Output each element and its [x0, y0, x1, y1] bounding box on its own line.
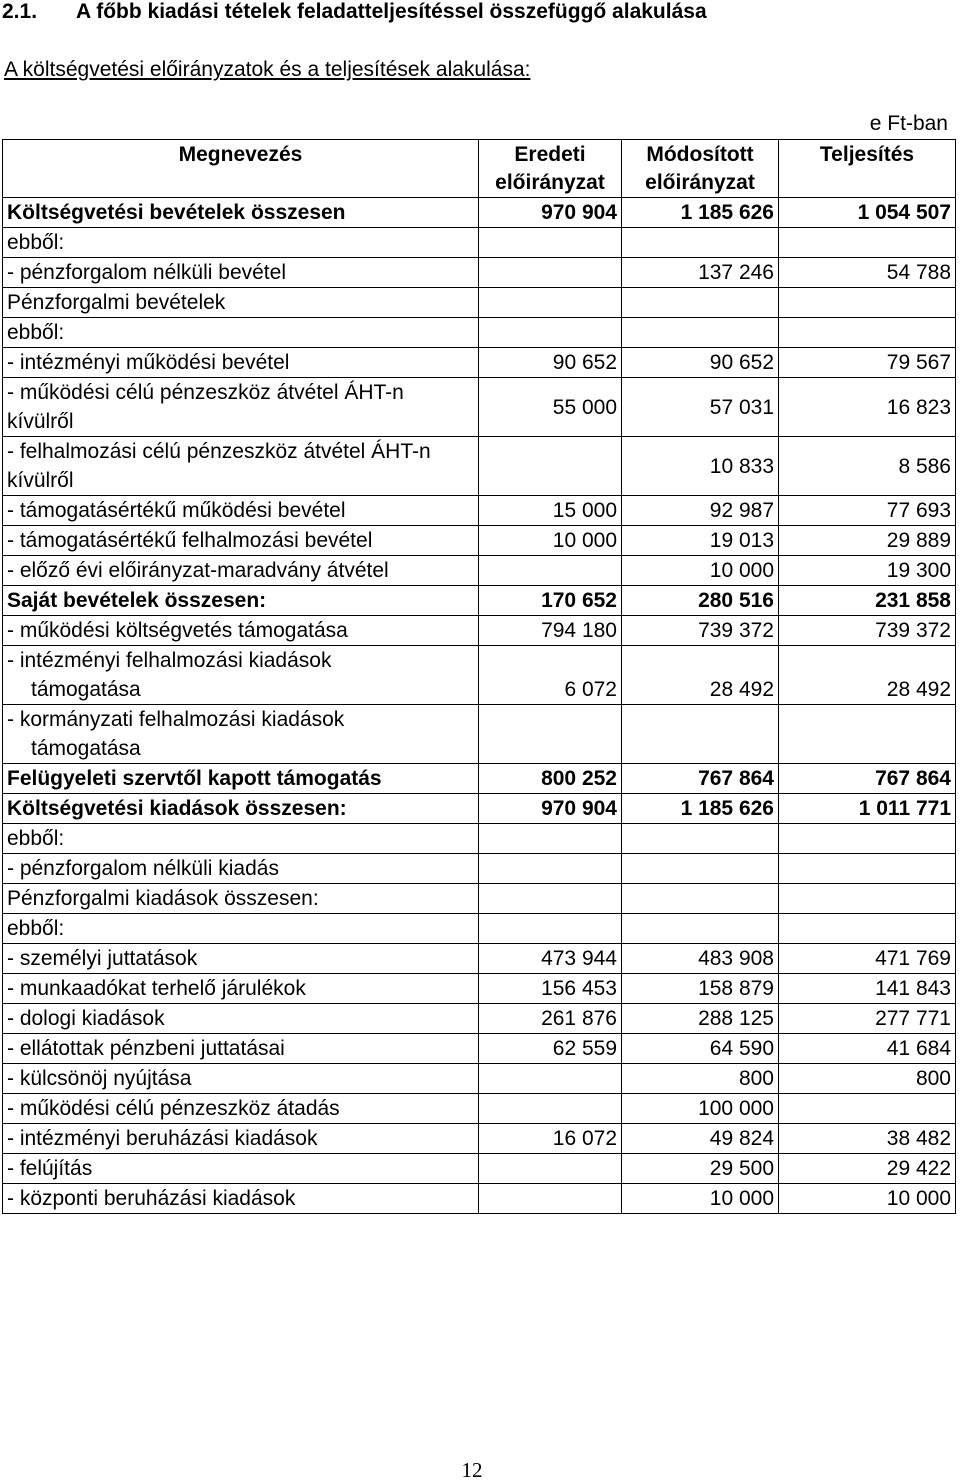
- cell-actual: 739 372: [779, 616, 956, 646]
- cell-actual: 54 788: [779, 258, 956, 288]
- row-label-text: Pénzforgalmi kiadások összesen:: [7, 887, 319, 910]
- row-label-text: Pénzforgalmi bevételek: [7, 291, 226, 314]
- cell-modified: 19 013: [622, 526, 779, 556]
- cell-modified: [622, 884, 779, 914]
- row-label: [3, 794, 479, 824]
- row-label-text: - felújítás: [7, 1157, 93, 1180]
- cell-modified: 800: [622, 1064, 779, 1094]
- cell-actual: 1 054 507: [779, 198, 956, 228]
- table-row: [3, 974, 956, 1004]
- cell-actual: [779, 705, 956, 764]
- cell-modified: 10 000: [622, 556, 779, 586]
- budget-table: [2, 139, 956, 1214]
- cell-modified: 288 125: [622, 1004, 779, 1034]
- cell-actual: 767 864: [779, 764, 956, 794]
- row-label-text: - támogatásértékű felhalmozási bevétel: [7, 529, 373, 552]
- cell-original: [479, 824, 622, 854]
- cell-modified: [622, 705, 779, 764]
- table-row: [3, 556, 956, 586]
- cell-modified: 1 185 626: [622, 794, 779, 824]
- row-label-text: ebből:: [7, 917, 65, 940]
- cell-original: [479, 556, 622, 586]
- row-label: [3, 288, 479, 318]
- cell-modified: 90 652: [622, 348, 779, 378]
- table-row: [3, 1004, 956, 1034]
- cell-original: [479, 318, 622, 348]
- row-label: [3, 348, 479, 378]
- cell-actual: 471 769: [779, 944, 956, 974]
- cell-actual: 28 492: [779, 646, 956, 705]
- row-label-text: Saját bevételek összesen:: [7, 589, 267, 612]
- cell-actual: [779, 884, 956, 914]
- row-label-text: - előző évi előirányzat-maradvány átvétel: [7, 559, 389, 582]
- header-name: Megnevezés: [3, 140, 479, 198]
- cell-actual: 38 482: [779, 1124, 956, 1154]
- table-subtitle: A költségvetési előirányzatok és a teljesítések alakulása:: [4, 58, 531, 81]
- cell-modified: 28 492: [622, 646, 779, 705]
- row-label-text: Költségvetési kiadások összesen:: [7, 797, 347, 820]
- table-row: [3, 378, 956, 437]
- cell-actual: [779, 228, 956, 258]
- cell-original: 62 559: [479, 1034, 622, 1064]
- header-original: Eredeti előirányzat: [479, 140, 622, 198]
- row-label: [3, 646, 479, 705]
- cell-modified: 137 246: [622, 258, 779, 288]
- cell-original: 90 652: [479, 348, 622, 378]
- row-label-text: - pénzforgalom nélküli bevétel: [7, 261, 286, 284]
- cell-modified: 92 987: [622, 496, 779, 526]
- cell-actual: 79 567: [779, 348, 956, 378]
- row-label: [3, 1004, 479, 1034]
- cell-original: [479, 1184, 622, 1214]
- row-label-text: - kormányzati felhalmozási kiadások: [7, 708, 345, 731]
- table-row: [3, 914, 956, 944]
- cell-actual: 19 300: [779, 556, 956, 586]
- table-row: [3, 198, 956, 228]
- table-row: [3, 258, 956, 288]
- cell-original: 800 252: [479, 764, 622, 794]
- row-label-continuation: támogatása: [31, 737, 141, 760]
- cell-actual: [779, 1094, 956, 1124]
- row-label: [3, 1094, 479, 1124]
- unit-label: e Ft-ban: [869, 112, 948, 135]
- row-label-text: - munkaadókat terhelő járulékok: [7, 977, 306, 1000]
- cell-actual: 1 011 771: [779, 794, 956, 824]
- cell-original: [479, 228, 622, 258]
- cell-original: [479, 705, 622, 764]
- row-label: [3, 884, 479, 914]
- row-label-text: - központi beruházási kiadások: [7, 1187, 296, 1210]
- row-label: [3, 1124, 479, 1154]
- cell-original: [479, 258, 622, 288]
- row-label: [3, 198, 479, 228]
- cell-actual: [779, 288, 956, 318]
- table-body: [3, 198, 956, 1214]
- row-label-text: - dologi kiadások: [7, 1007, 165, 1030]
- table-row: [3, 496, 956, 526]
- cell-actual: [779, 824, 956, 854]
- row-label: [3, 556, 479, 586]
- cell-modified: 1 185 626: [622, 198, 779, 228]
- row-label-text: ebből:: [7, 321, 65, 344]
- row-label: [3, 1154, 479, 1184]
- cell-modified: 280 516: [622, 586, 779, 616]
- row-label: [3, 378, 479, 437]
- table-row: [3, 437, 956, 496]
- cell-modified: [622, 914, 779, 944]
- cell-modified: [622, 288, 779, 318]
- cell-original: [479, 884, 622, 914]
- row-label-text: - pénzforgalom nélküli kiadás: [7, 857, 279, 880]
- cell-modified: 64 590: [622, 1034, 779, 1064]
- header-modified: Módosított előirányzat: [622, 140, 779, 198]
- cell-original: 16 072: [479, 1124, 622, 1154]
- row-label-text: - intézményi működési bevétel: [7, 351, 290, 374]
- cell-original: [479, 288, 622, 318]
- cell-actual: 29 889: [779, 526, 956, 556]
- row-label: [3, 258, 479, 288]
- cell-actual: 8 586: [779, 437, 956, 496]
- header-actual: Teljesítés: [779, 140, 956, 198]
- row-label: [3, 824, 479, 854]
- row-label: [3, 496, 479, 526]
- table-row: [3, 1124, 956, 1154]
- cell-modified: 767 864: [622, 764, 779, 794]
- cell-actual: [779, 318, 956, 348]
- cell-modified: 10 000: [622, 1184, 779, 1214]
- table-row: [3, 944, 956, 974]
- cell-actual: [779, 854, 956, 884]
- row-label-text: - külcsönöj nyújtása: [7, 1067, 192, 1090]
- row-label: [3, 526, 479, 556]
- row-label: [3, 586, 479, 616]
- table-row: [3, 705, 956, 764]
- cell-original: [479, 854, 622, 884]
- table-row: [3, 646, 956, 705]
- row-label-text: ebből:: [7, 231, 65, 254]
- cell-actual: [779, 914, 956, 944]
- cell-actual: 141 843: [779, 974, 956, 1004]
- table-row: [3, 764, 956, 794]
- table-row: [3, 616, 956, 646]
- cell-modified: 57 031: [622, 378, 779, 437]
- cell-original: [479, 914, 622, 944]
- row-label-text: - működési célú pénzeszköz átvétel ÁHT-n kívülről: [7, 381, 404, 433]
- cell-modified: [622, 854, 779, 884]
- cell-modified: 158 879: [622, 974, 779, 1004]
- row-label: [3, 1064, 479, 1094]
- cell-actual: 41 684: [779, 1034, 956, 1064]
- row-label: [3, 228, 479, 258]
- cell-modified: 49 824: [622, 1124, 779, 1154]
- row-label-continuation: támogatása: [31, 678, 141, 701]
- cell-original: [479, 1154, 622, 1184]
- table-row: [3, 288, 956, 318]
- cell-actual: 10 000: [779, 1184, 956, 1214]
- cell-modified: [622, 824, 779, 854]
- cell-original: 6 072: [479, 646, 622, 705]
- row-label: [3, 974, 479, 1004]
- cell-original: [479, 437, 622, 496]
- cell-actual: 277 771: [779, 1004, 956, 1034]
- row-label-text: - intézményi beruházási kiadások: [7, 1127, 318, 1150]
- cell-modified: 10 833: [622, 437, 779, 496]
- row-label: [3, 437, 479, 496]
- row-label-text: ebből:: [7, 827, 65, 850]
- cell-actual: 800: [779, 1064, 956, 1094]
- row-label-text: - intézményi felhalmozási kiadások: [7, 649, 332, 672]
- cell-original: 15 000: [479, 496, 622, 526]
- row-label: [3, 616, 479, 646]
- cell-original: 156 453: [479, 974, 622, 1004]
- cell-original: 170 652: [479, 586, 622, 616]
- table-row: [3, 1154, 956, 1184]
- row-label: [3, 914, 479, 944]
- cell-original: 970 904: [479, 794, 622, 824]
- table-row: [3, 1184, 956, 1214]
- table-row: [3, 1094, 956, 1124]
- row-label-text: - felhalmozási célú pénzeszköz átvétel ÁHT-n kívülről: [7, 440, 431, 492]
- cell-modified: 483 908: [622, 944, 779, 974]
- cell-actual: 231 858: [779, 586, 956, 616]
- cell-modified: 100 000: [622, 1094, 779, 1124]
- cell-actual: 77 693: [779, 496, 956, 526]
- cell-original: 473 944: [479, 944, 622, 974]
- cell-modified: 739 372: [622, 616, 779, 646]
- cell-original: 970 904: [479, 198, 622, 228]
- cell-modified: 29 500: [622, 1154, 779, 1184]
- row-label: [3, 1184, 479, 1214]
- table-row: [3, 348, 956, 378]
- cell-original: [479, 1064, 622, 1094]
- row-label-text: - személyi juttatások: [7, 947, 198, 970]
- table-row: [3, 586, 956, 616]
- row-label-text: - támogatásértékű működési bevétel: [7, 499, 346, 522]
- row-label: [3, 764, 479, 794]
- row-label: [3, 318, 479, 348]
- cell-modified: [622, 228, 779, 258]
- table-row: [3, 854, 956, 884]
- table-row: [3, 884, 956, 914]
- cell-modified: [622, 318, 779, 348]
- row-label-text: - ellátottak pénzbeni juttatásai: [7, 1037, 285, 1060]
- section-number: 2.1.: [2, 0, 38, 23]
- table-row: [3, 824, 956, 854]
- table-row: [3, 1034, 956, 1064]
- table-row: [3, 318, 956, 348]
- row-label: [3, 944, 479, 974]
- cell-actual: 16 823: [779, 378, 956, 437]
- cell-original: 55 000: [479, 378, 622, 437]
- row-label: [3, 705, 479, 764]
- table-row: [3, 1064, 956, 1094]
- table-row: [3, 228, 956, 258]
- table-row: [3, 526, 956, 556]
- row-label-text: - működési költségvetés támogatása: [7, 619, 348, 642]
- page-number: 12: [461, 1458, 483, 1482]
- row-label-text: Költségvetési bevételek összesen: [7, 201, 346, 224]
- row-label: [3, 1034, 479, 1064]
- cell-original: 794 180: [479, 616, 622, 646]
- section-title: A főbb kiadási tételek feladatteljesítéssel összefüggő alakulása: [76, 0, 707, 23]
- cell-actual: 29 422: [779, 1154, 956, 1184]
- header-row: [3, 140, 956, 198]
- cell-original: 261 876: [479, 1004, 622, 1034]
- row-label: [3, 854, 479, 884]
- row-label-text: Felügyeleti szervtől kapott támogatás: [7, 767, 382, 790]
- table-row: [3, 794, 956, 824]
- row-label-text: - működési célú pénzeszköz átadás: [7, 1097, 340, 1120]
- section-heading: [2, 0, 707, 24]
- cell-original: [479, 1094, 622, 1124]
- cell-original: 10 000: [479, 526, 622, 556]
